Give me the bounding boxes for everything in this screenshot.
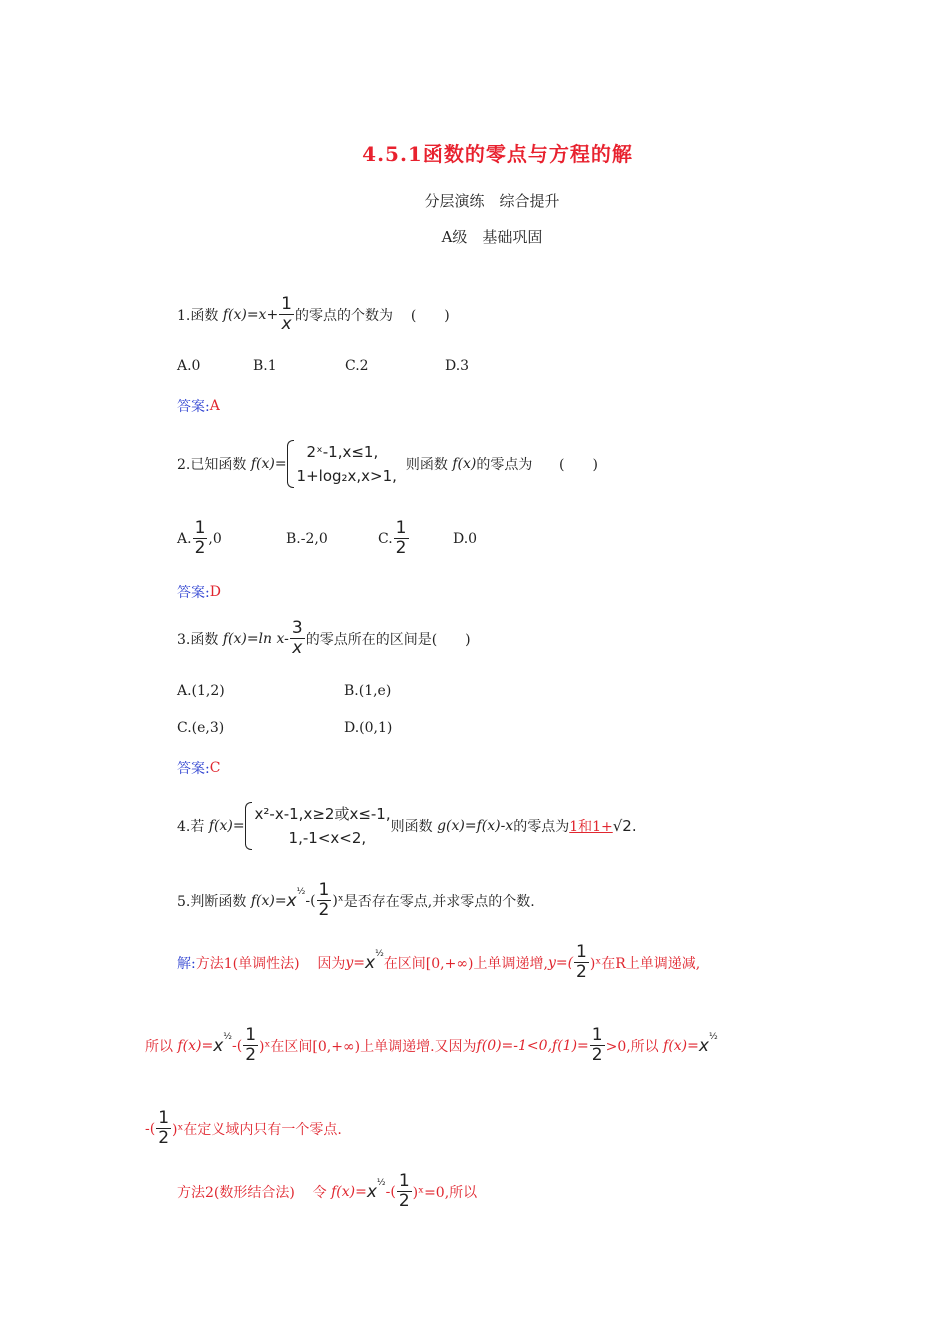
- q2-option-a: A. $\frac{1}{2}$ ,0: [177, 518, 222, 558]
- q1-option-d: D.3: [445, 358, 470, 374]
- q4-answer: 1和1+: [569, 819, 613, 835]
- q3-option-c: C.(e,3): [177, 720, 225, 736]
- solution-method-1: 解: 方法1(单调性法) 因为 y= x ½ 在区间[0,+∞)上单调递增, y=( $\frac{1}{2}$ )ˣ在R上单调递减,: [177, 942, 701, 982]
- q1-option-c: C.2: [345, 358, 369, 374]
- solution-method-2: 方法2(数形结合法) 令 f(x)= x ½ -( $\frac{1}{2}$ )ˣ=0,所以: [177, 1171, 478, 1211]
- question-5: 5.判断函数 f(x)= x ½ -( $\frac{1}{2}$ )ˣ 是否存在零点,并求零点的个数.: [177, 880, 535, 920]
- q3-option-d: D.(0,1): [344, 720, 393, 736]
- q2-option-c: C. $\frac{1}{2}$: [378, 518, 407, 558]
- q1-option-b: B.1: [253, 358, 277, 374]
- q1-answer: 答案: A: [177, 398, 220, 415]
- question-1: 1.函数 f(x)=x+ $\frac{1}{x}$ 的零点的个数为 ( ): [177, 294, 450, 334]
- q3-answer: 答案: C: [177, 760, 221, 777]
- q3-option-b: B.(1,e): [344, 683, 392, 699]
- q3-option-a: A.(1,2): [177, 683, 225, 699]
- q2-option-b: B.-2,0: [286, 531, 328, 547]
- page-title: 4.5.1函数的零点与方程的解: [362, 142, 633, 166]
- q2-option-d: D.0: [453, 531, 478, 547]
- q1-option-a: A.0: [177, 358, 201, 374]
- q2-piecewise: 2ˣ-1,x≤1, 1+log₂x,x>1,: [287, 440, 397, 488]
- q2-answer: 答案: D: [177, 584, 221, 601]
- solution-line-3: -( $\frac{1}{2}$ )ˣ在定义域内只有一个零点.: [145, 1108, 342, 1148]
- q4-piecewise: x²-x-1,x≥2或x≤-1, 1,-1<x<2,: [245, 802, 391, 850]
- question-4: 4.若 f(x)= x²-x-1,x≥2或x≤-1, 1,-1<x<2, 则函数 g(x)=f(x)-x 的零点为 1和1+ √2.: [177, 802, 637, 850]
- section-subtitle: 分层演练 综合提升: [424, 192, 560, 210]
- question-2: 2.已知函数 f(x)= 2ˣ-1,x≤1, 1+log₂x,x>1, 则函数 f(x) 的零点为 ( ): [177, 440, 598, 488]
- solution-line-2: 所以 f(x)= x ½ -( $\frac{1}{2}$ )ˣ在区间[0,+∞)上单调递增.又因为 f(0)=-1<0, f(1)= $\frac{1}{2}$ >0,所以 f(x)= x ½: [145, 1025, 718, 1065]
- question-3: 3.函数 f(x)=ln x- $\frac{3}{x}$ 的零点所在的区间是( ): [177, 618, 471, 658]
- q1-fraction: $\frac{1}{x}$: [281, 294, 292, 334]
- q1-function: f(x)=x+: [222, 306, 279, 323]
- level-heading: A级 基础巩固: [441, 228, 543, 246]
